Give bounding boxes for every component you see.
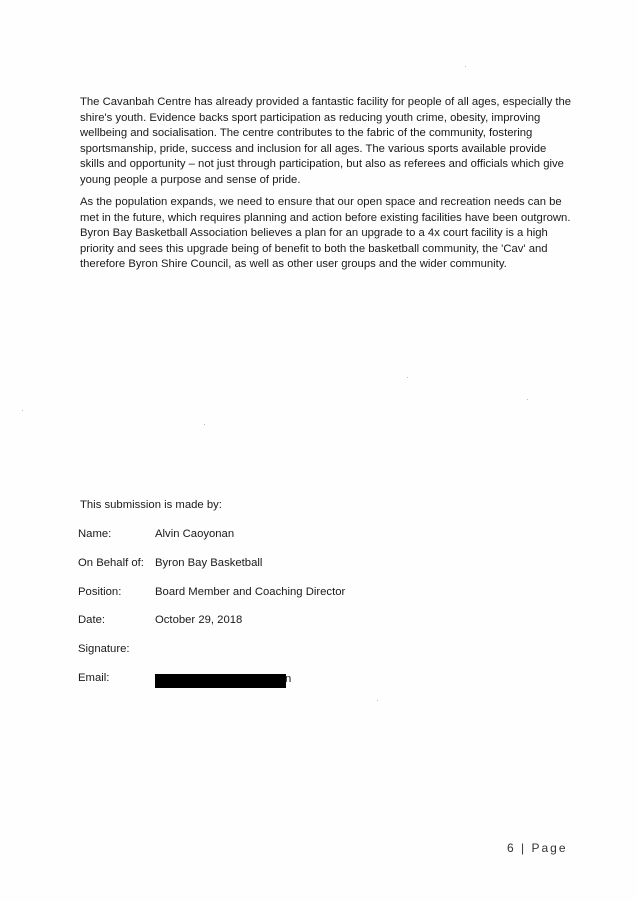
scan-speck [465, 66, 466, 67]
page-word: Page [531, 841, 568, 855]
page-number: 6 [507, 841, 516, 855]
behalf-value: Byron Bay Basketball [155, 557, 263, 569]
scan-speck [377, 700, 378, 701]
body-paragraph-2: As the population expands, we need to ensure that our open space and recreation needs can be met in the future, which requires planning and action before existing facilities have been outgrown. Byron Bay Basketball Association believes a plan for an upgrade to a 4x court facility is a high priority and sees this upgrade being of benefit to both the basketball community, the 'Cav' and therefore Byron Shire Council, as well as other user groups and the wider community. [80, 196, 571, 271]
email-redaction-bar [155, 674, 286, 688]
body-paragraph-1: The Cavanbah Centre has already provided a fantastic facility for people of all ages, especially the shire's youth. Evidence backs sport participation as reducing youth crime, obesity, improving wellbeing and socialisation. The centre contributes to the fabric of the community, fostering sportsmanship, pride, success and inclusion for all ages. The various sports available provide skills and opportunity – not just through participation, but also as referees and officials which give young people a purpose and sense of pride. [80, 96, 572, 186]
page-footer [507, 841, 568, 855]
scan-speck [407, 377, 408, 378]
behalf-label: On Behalf of: [78, 557, 144, 569]
position-value: Board Member and Coaching Director [155, 586, 346, 598]
date-value: October 29, 2018 [155, 614, 243, 626]
signature-label: Signature: [78, 643, 130, 655]
page-separator: | [521, 841, 527, 855]
position-label: Position: [78, 586, 122, 598]
scan-speck [22, 410, 23, 411]
date-label: Date: [78, 614, 106, 626]
email-label: Email: [78, 672, 110, 684]
scan-speck [204, 424, 205, 425]
name-value: Alvin Caoyonan [155, 528, 235, 540]
name-label: Name: [78, 528, 112, 540]
email-visible-tail: n [285, 673, 292, 685]
submission-intro: This submission is made by: [80, 499, 222, 511]
scan-speck [527, 399, 528, 400]
